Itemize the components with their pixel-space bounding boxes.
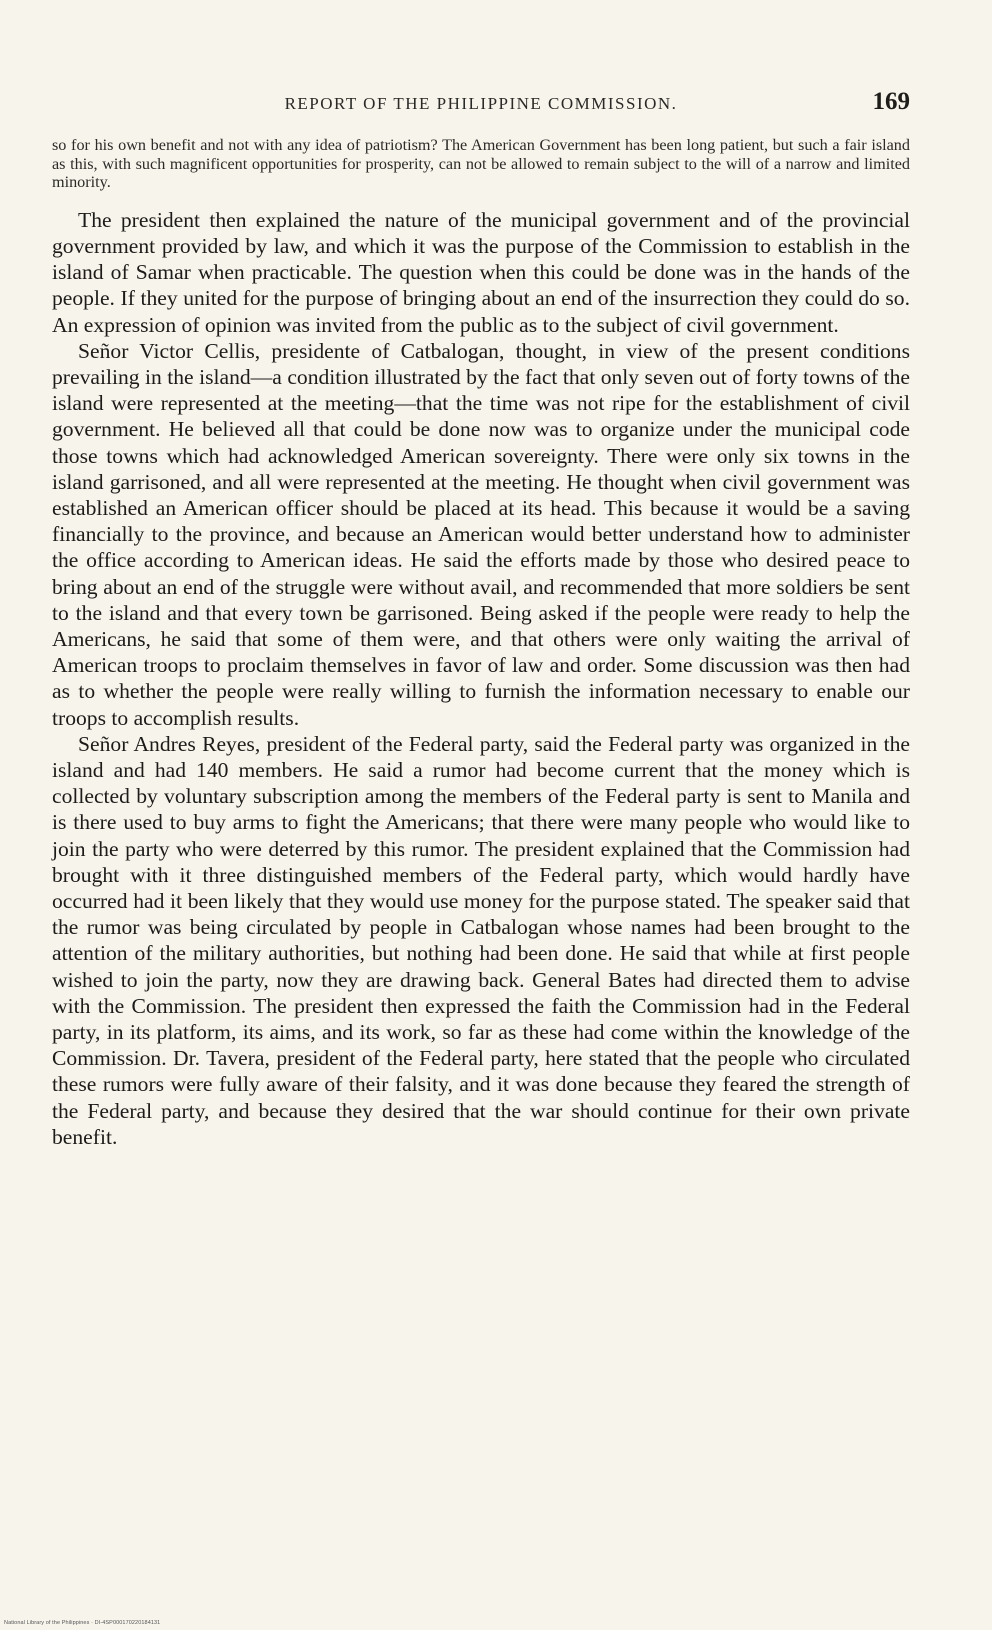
page-number: 169 (872, 88, 910, 115)
paragraph-victor-cellis: Señor Victor Cellis, presidente of Catbalogan, thought, in view of the present conditions prevailing in the island—a condition illustrated by the fact that only seven out of forty towns of the island were represented at the meeting—that the time was not ripe for the establishment of civil government. He believed all that could be done now was to organize under the municipal code those towns which had acknowledged American sovereignty. There were only six towns in the island garrisoned, and all were represented at the meeting. He thought when civil government was established an American officer should be placed at its head. This because it would be a saving financially to the province, and because an American would better understand how to administer the office according to American ideas. He said the efforts made by those who desired peace to bring about an end of the struggle were without avail, and recommended that more soldiers be sent to the island and that every town be garrisoned. Being asked if the people were ready to help the Americans, he said that some of them were, and that others were only waiting the arrival of American troops to proclaim themselves in favor of law and order. Some discussion was then had as to whether the people were really willing to furnish the information necessary to enable our troops to accomplish results. (52, 338, 910, 730)
scan-credit: National Library of the Philippines · DI-4SP000170220184131 (4, 1620, 161, 1626)
paragraph-civil-government: The president then explained the nature of the municipal government and of the provincial government provided by law, and which it was the purpose of the Commission to establish in the island of Samar when practicable. The question when this could be done was in the hands of the people. If they united for the purpose of bringing about an end of the insurrection they could do so. An expression of opinion was invited from the public as to the subject of civil government. (52, 207, 910, 337)
page-header (52, 88, 910, 122)
body-text (52, 207, 910, 1150)
continued-paragraph: so for his own benefit and not with any idea of patriotism? The American Government has been long patient, but such a fair island as this, with such magnificent opportunities for prosperity, can not be allowed to remain subject to the will of a narrow and limited minority. (52, 136, 910, 192)
running-head: REPORT OF THE PHILIPPINE COMMISSION. (284, 94, 678, 113)
document-page (52, 88, 910, 1588)
paragraph-andres-reyes: Señor Andres Reyes, president of the Federal party, said the Federal party was organized in the island and had 140 members. He said a rumor had become current that the money which is collected by voluntary subscription among the members of the Federal party is sent to Manila and is there used to buy arms to fight the Americans; that there were many people who would like to join the party who were deterred by this rumor. The president explained that the Commission had brought with it three distinguished members of the Federal party, which would hardly have occurred had it been likely that they would use money for the purpose stated. The speaker said that the rumor was being circulated by people in Catbalogan whose names had been brought to the attention of the military authorities, but nothing had been done. He said that while at first people wished to join the party, now they are drawing back. General Bates had directed them to advise with the Commission. The president then expressed the faith the Commission had in the Federal party, in its platform, its aims, and its work, so far as these had come within the knowledge of the Commission. Dr. Tavera, president of the Federal party, here stated that the people who circulated these rumors were fully aware of their falsity, and it was done because they feared the strength of the Federal party, and because they desired that the war should continue for their own private benefit. (52, 731, 910, 1149)
